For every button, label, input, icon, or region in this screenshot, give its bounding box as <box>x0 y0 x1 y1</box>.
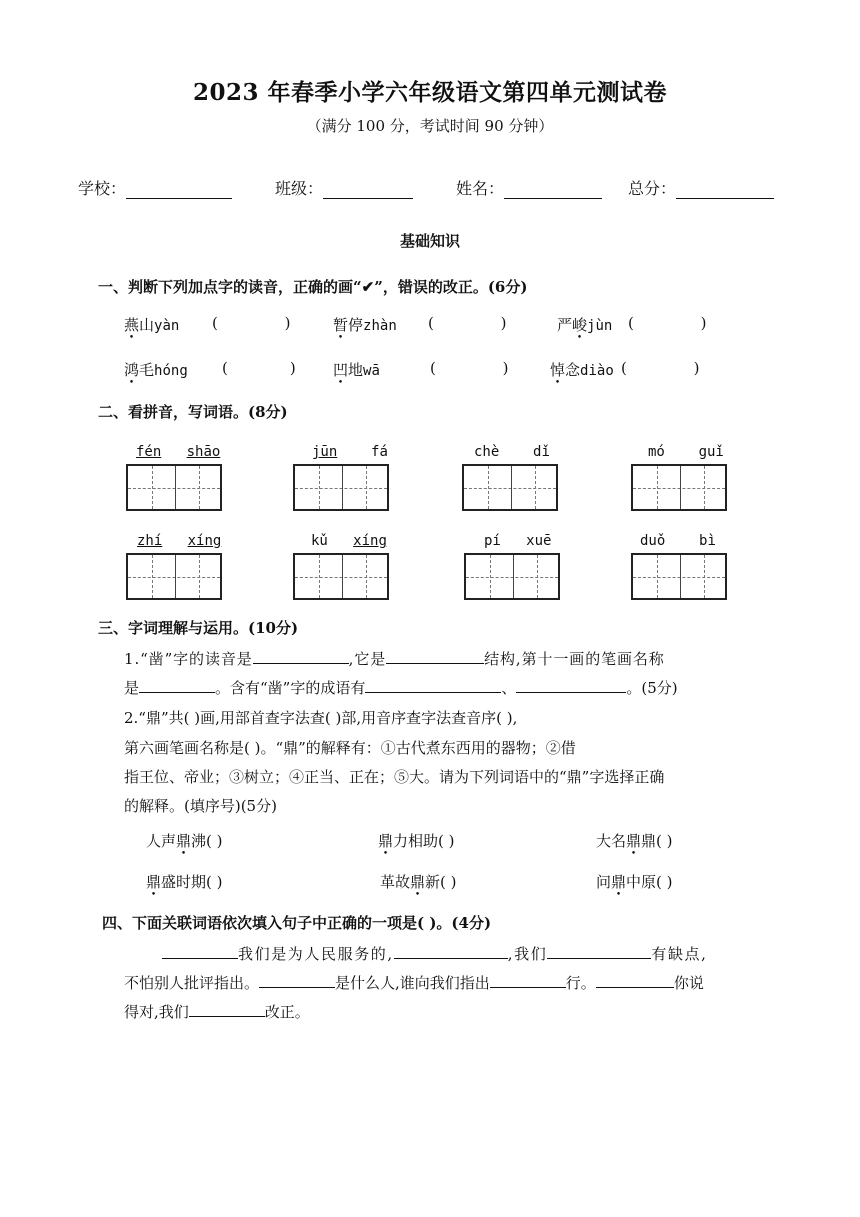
school-label: 学校： <box>78 179 127 198</box>
writing-grid[interactable] <box>631 553 727 600</box>
answer-paren[interactable]: ( ) <box>206 873 223 891</box>
answer-blank[interactable] <box>596 972 674 988</box>
answer-paren[interactable]: ( ) <box>440 873 457 891</box>
q1-answer-paren[interactable]: ( ) <box>428 314 507 332</box>
question-3-heading: 三、字词理解与运用。(10分) <box>98 619 299 637</box>
q4-line-3: 得对,我们 改正。 <box>124 1003 310 1021</box>
name-field <box>456 176 602 199</box>
answer-blank[interactable] <box>516 677 626 693</box>
question-1-heading: 一、判断下列加点字的读音，正确的画“✔”，错误的改正。(6分) <box>98 278 528 296</box>
writing-grid[interactable] <box>293 553 389 600</box>
pinyin-label: fén shāo <box>136 444 221 460</box>
q3-line-6: 的解释。(填序号)(5分) <box>124 797 277 815</box>
writing-grid[interactable] <box>126 464 222 511</box>
writing-grid[interactable] <box>631 464 727 511</box>
class-field <box>275 176 413 199</box>
answer-blank[interactable] <box>253 648 349 664</box>
class-blank[interactable] <box>323 182 413 199</box>
q1-item: 燕山yàn <box>124 316 180 334</box>
pinyin-label: chè dǐ <box>474 444 550 460</box>
question-4-heading: 四、下面关联词语依次填入句子中正确的一项是( )。(4分) <box>102 914 492 932</box>
ding-word: 鼎力相助( ) <box>378 832 455 850</box>
score-blank[interactable] <box>676 182 774 199</box>
q1-item: 悼念diào <box>550 361 614 379</box>
q1-answer-paren[interactable]: ( ) <box>430 359 509 377</box>
answer-blank[interactable] <box>547 943 651 959</box>
answer-paren[interactable]: ( ) <box>206 832 223 850</box>
answer-paren[interactable]: ( ) <box>656 832 673 850</box>
ding-word: 大名鼎鼎( ) <box>596 832 673 850</box>
answer-blank[interactable] <box>139 677 215 693</box>
q1-answer-paren[interactable]: ( ) <box>628 314 707 332</box>
q3-line-1: 1.“凿”字的读音是 ,它是 结构,第十一画的笔画名称 <box>124 650 665 668</box>
page-subtitle: （满分 100 分，考试时间 90 分钟） <box>306 117 554 135</box>
pinyin-label: kǔ xíng <box>311 533 387 549</box>
pinyin-label: duǒ bì <box>640 533 716 549</box>
score-field <box>628 176 774 199</box>
ding-word: 人声鼎沸( ) <box>146 832 223 850</box>
q1-item: 严峻jùn <box>557 316 613 334</box>
class-label: 班级： <box>275 179 324 198</box>
name-blank[interactable] <box>504 182 602 199</box>
answer-blank[interactable] <box>394 943 508 959</box>
page-title: 2023 年春季小学六年级语文第四单元测试卷 <box>192 79 668 106</box>
answer-blank[interactable] <box>386 648 484 664</box>
score-label: 总分： <box>628 179 677 198</box>
ding-word: 革故鼎新( ) <box>380 873 457 891</box>
answer-paren[interactable]: ( ) <box>656 873 673 891</box>
q1-answer-paren[interactable]: ( ) <box>212 314 291 332</box>
answer-blank[interactable] <box>365 677 501 693</box>
q1-item: 暂停zhàn <box>333 316 397 334</box>
pinyin-label: jūn fá <box>312 444 388 460</box>
school-field <box>78 176 232 199</box>
answer-blank[interactable] <box>490 972 566 988</box>
q1-answer-paren[interactable]: ( ) <box>222 359 296 377</box>
q1-answer-paren[interactable]: ( ) <box>621 359 700 377</box>
answer-blank[interactable] <box>189 1001 265 1017</box>
q3-line-3: 2.“鼎”共( )画,用部首查字法查( )部,用音序查字法查音序( ), <box>124 709 518 727</box>
writing-grid[interactable] <box>126 553 222 600</box>
q3-line-2: 是 。含有“凿”字的成语有 、 。(5分) <box>124 679 678 697</box>
pinyin-label: mó guǐ <box>648 444 724 460</box>
ding-word: 问鼎中原( ) <box>596 873 673 891</box>
q1-item: 凹地wā <box>333 361 380 379</box>
ding-word: 鼎盛时期( ) <box>146 873 223 891</box>
school-blank[interactable] <box>126 182 232 199</box>
answer-paren[interactable]: ( ) <box>438 832 455 850</box>
pinyin-label: pí xuē <box>484 533 552 549</box>
writing-grid[interactable] <box>462 464 558 511</box>
q4-line-2: 不怕别人批评指出。 是什么人,谁向我们指出 行。 你说 <box>124 974 704 992</box>
q1-item: 鸿毛hóng <box>124 361 188 379</box>
writing-grid[interactable] <box>464 553 560 600</box>
writing-grid[interactable] <box>293 464 389 511</box>
pinyin-label: zhí xíng <box>137 533 222 549</box>
question-2-heading: 二、看拼音，写词语。(8分) <box>98 403 288 421</box>
q3-line-4: 第六画笔画名称是( )。“鼎”的解释有：①古代煮东西用的器物；②借 <box>124 739 576 757</box>
section-title: 基础知识 <box>399 232 460 250</box>
name-label: 姓名： <box>456 179 505 198</box>
q4-line-1: 我们是为人民服务的, ,我们 有缺点, <box>162 943 708 964</box>
answer-blank[interactable] <box>162 943 238 959</box>
answer-blank[interactable] <box>259 972 335 988</box>
q3-line-5: 指王位、帝业；③树立；④正当、正在；⑤大。请为下列词语中的“鼎”字选择正确 <box>124 768 665 786</box>
